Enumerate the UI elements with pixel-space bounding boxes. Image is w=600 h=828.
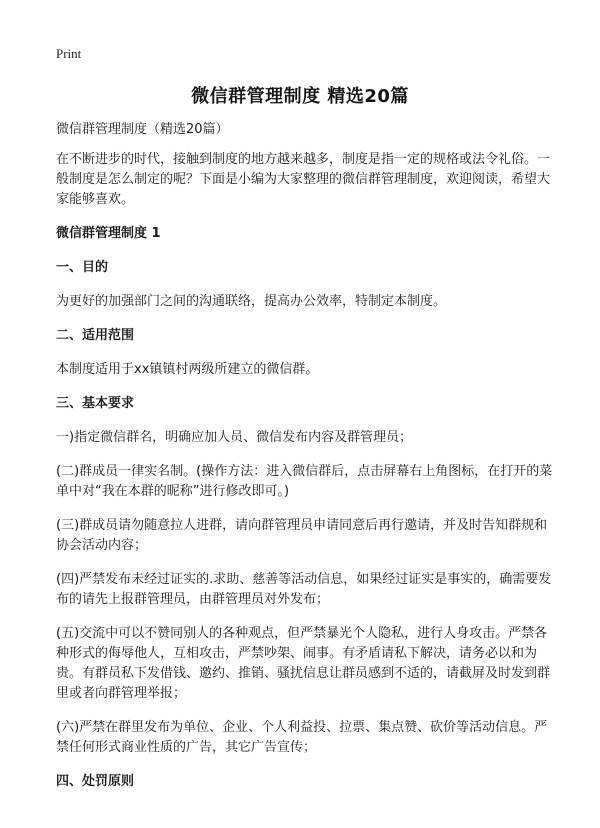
intro-paragraph: 在不断进步的时代，接触到制度的地方越来越多，制度是指一定的规格或法令礼俗。一般制度是怎么制定的呢？下面是小编为大家整理的微信群管理制度，欢迎阅读，希望大家能够喜欢。 — [56, 152, 551, 207]
requirement-2: (二)群成员一律实名制。(操作方法：进入微信群后，点击屏幕右上角图标，在打开的菜单中对“我在本群的昵称”进行修改即可。) — [56, 464, 553, 499]
document-title: 微信群管理制度 精选20篇 — [191, 86, 409, 107]
section-title: 微信群管理制度 1 — [56, 226, 161, 241]
paragraph-purpose: 为更好的加强部门之间的沟通联络，提高办公效率，特制定本制度。 — [56, 294, 447, 309]
paragraph-scope: 本制度适用于xx镇镇村两级所建立的微信群。 — [56, 362, 319, 377]
document-subtitle: 微信群管理制度（精选20篇） — [56, 122, 229, 137]
print-label[interactable]: Print — [56, 46, 82, 61]
requirement-5: (五)交流中可以不赞同别人的各种观点，但严禁暴光个人隐私，进行人身攻击。严禁各种形式的侮辱他人，互相攻击，严禁吵架、闹事。有矛盾请私下解决，请务必以和为贵。有群员私下发借钱、邀约、推销、骚扰信息让群员感到不适的，请截屏及时发到群里或者向群管理举报； — [56, 626, 551, 701]
document-body — [56, 120, 556, 792]
requirement-4: (四)严禁发布未经过证实的.求助、慈善等活动信息，如果经过证实是事实的，确需要发布的请先上报群管理员，由群管理员对外发布； — [56, 572, 552, 607]
heading-purpose: 一、目的 — [56, 260, 109, 275]
requirement-1: 一)指定微信群名，明确应加人员、微信发布内容及群管理员； — [56, 430, 413, 445]
heading-scope: 二、适用范围 — [56, 328, 135, 343]
heading-penalties: 四、处罚原则 — [56, 774, 135, 789]
requirement-3: (三)群成员请勿随意拉人进群，请向群管理员申请同意后再行邀请，并及时告知群规和协会活动内容； — [56, 518, 548, 553]
heading-requirements: 三、基本要求 — [56, 396, 135, 411]
requirement-6: (六)严禁在群里发布为单位、企业、个人利益投、拉票、集点赞、砍价等活动信息。严禁任何形式商业性质的广告，其它广告宣传； — [56, 720, 548, 755]
